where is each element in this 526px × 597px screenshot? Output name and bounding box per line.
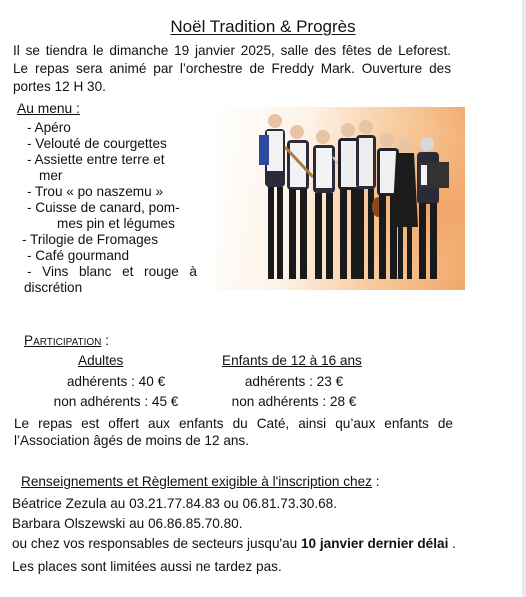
menu-item: - Cuisse de canard, pom- — [27, 200, 180, 215]
children-heading: Enfants de 12 à 16 ans — [222, 353, 362, 368]
adults-member-price: adhérents : 40 € — [66, 374, 166, 389]
intro-line-3: portes 12 H 30. — [13, 79, 106, 94]
deadline-period: . — [452, 536, 456, 551]
limited-places: Les places sont limitées aussi ne tardez pas. — [12, 559, 282, 574]
menu-list — [22, 120, 197, 296]
menu-item-continued: mes pin et légumes — [57, 216, 175, 231]
page-edge — [522, 0, 526, 597]
menu-item-continued: discrétion — [24, 280, 83, 295]
children-non-member-price: non adhérents : 28 € — [231, 394, 357, 409]
menu-item: - Café gourmand — [27, 248, 130, 263]
contact-olszewski: Barbara Olszewski au 06.86.85.70.80. — [12, 516, 243, 531]
menu-item: - Assiette entre terre et — [27, 152, 165, 167]
band-members-illustration — [215, 107, 465, 290]
adults-heading: Adultes — [78, 353, 124, 368]
orchestra-photo — [215, 107, 465, 290]
menu-item: - Velouté de courgettes — [27, 136, 167, 151]
free-meal-line-1: Le repas est offert aux enfants du Caté, ainsi qu’aux enfants de — [14, 416, 453, 431]
contact-zezula: Béatrice Zezula au 03.21.77.84.83 ou 06.81.73.30.68. — [12, 496, 337, 511]
free-meal-line-2: l’Association âgés de moins de 12 ans. — [14, 433, 250, 448]
intro-line-2: Le repas sera animé par l’orchestre de Freddy Mark. Ouverture des — [13, 61, 451, 76]
menu-item: - Trilogie de Fromages — [22, 232, 158, 247]
participation-heading: Participation : — [24, 333, 109, 348]
menu-item-continued: mer — [39, 168, 63, 183]
deadline-date: 10 janvier dernier délai — [301, 536, 449, 551]
registration-heading: Renseignements et Règlement exigible à l'inscription chez : — [21, 474, 380, 489]
menu-item: - Apéro — [27, 120, 71, 135]
deadline-line: ou chez vos responsables de secteurs jusqu'au 10 janvier dernier délai . — [12, 536, 456, 551]
adults-non-member-price: non adhérents : 45 € — [53, 394, 179, 409]
menu-heading: Au menu : — [17, 101, 80, 116]
menu-item: - Vins blanc et rouge à — [27, 264, 197, 279]
children-member-price: adhérents : 23 € — [244, 374, 344, 389]
menu-item: - Trou « po naszemu » — [27, 184, 164, 199]
page-title: Noël Tradition & Progrès — [170, 17, 356, 36]
intro-line-1: Il se tiendra le dimanche 19 janvier 2025, salle des fêtes de Leforest. — [13, 43, 451, 58]
